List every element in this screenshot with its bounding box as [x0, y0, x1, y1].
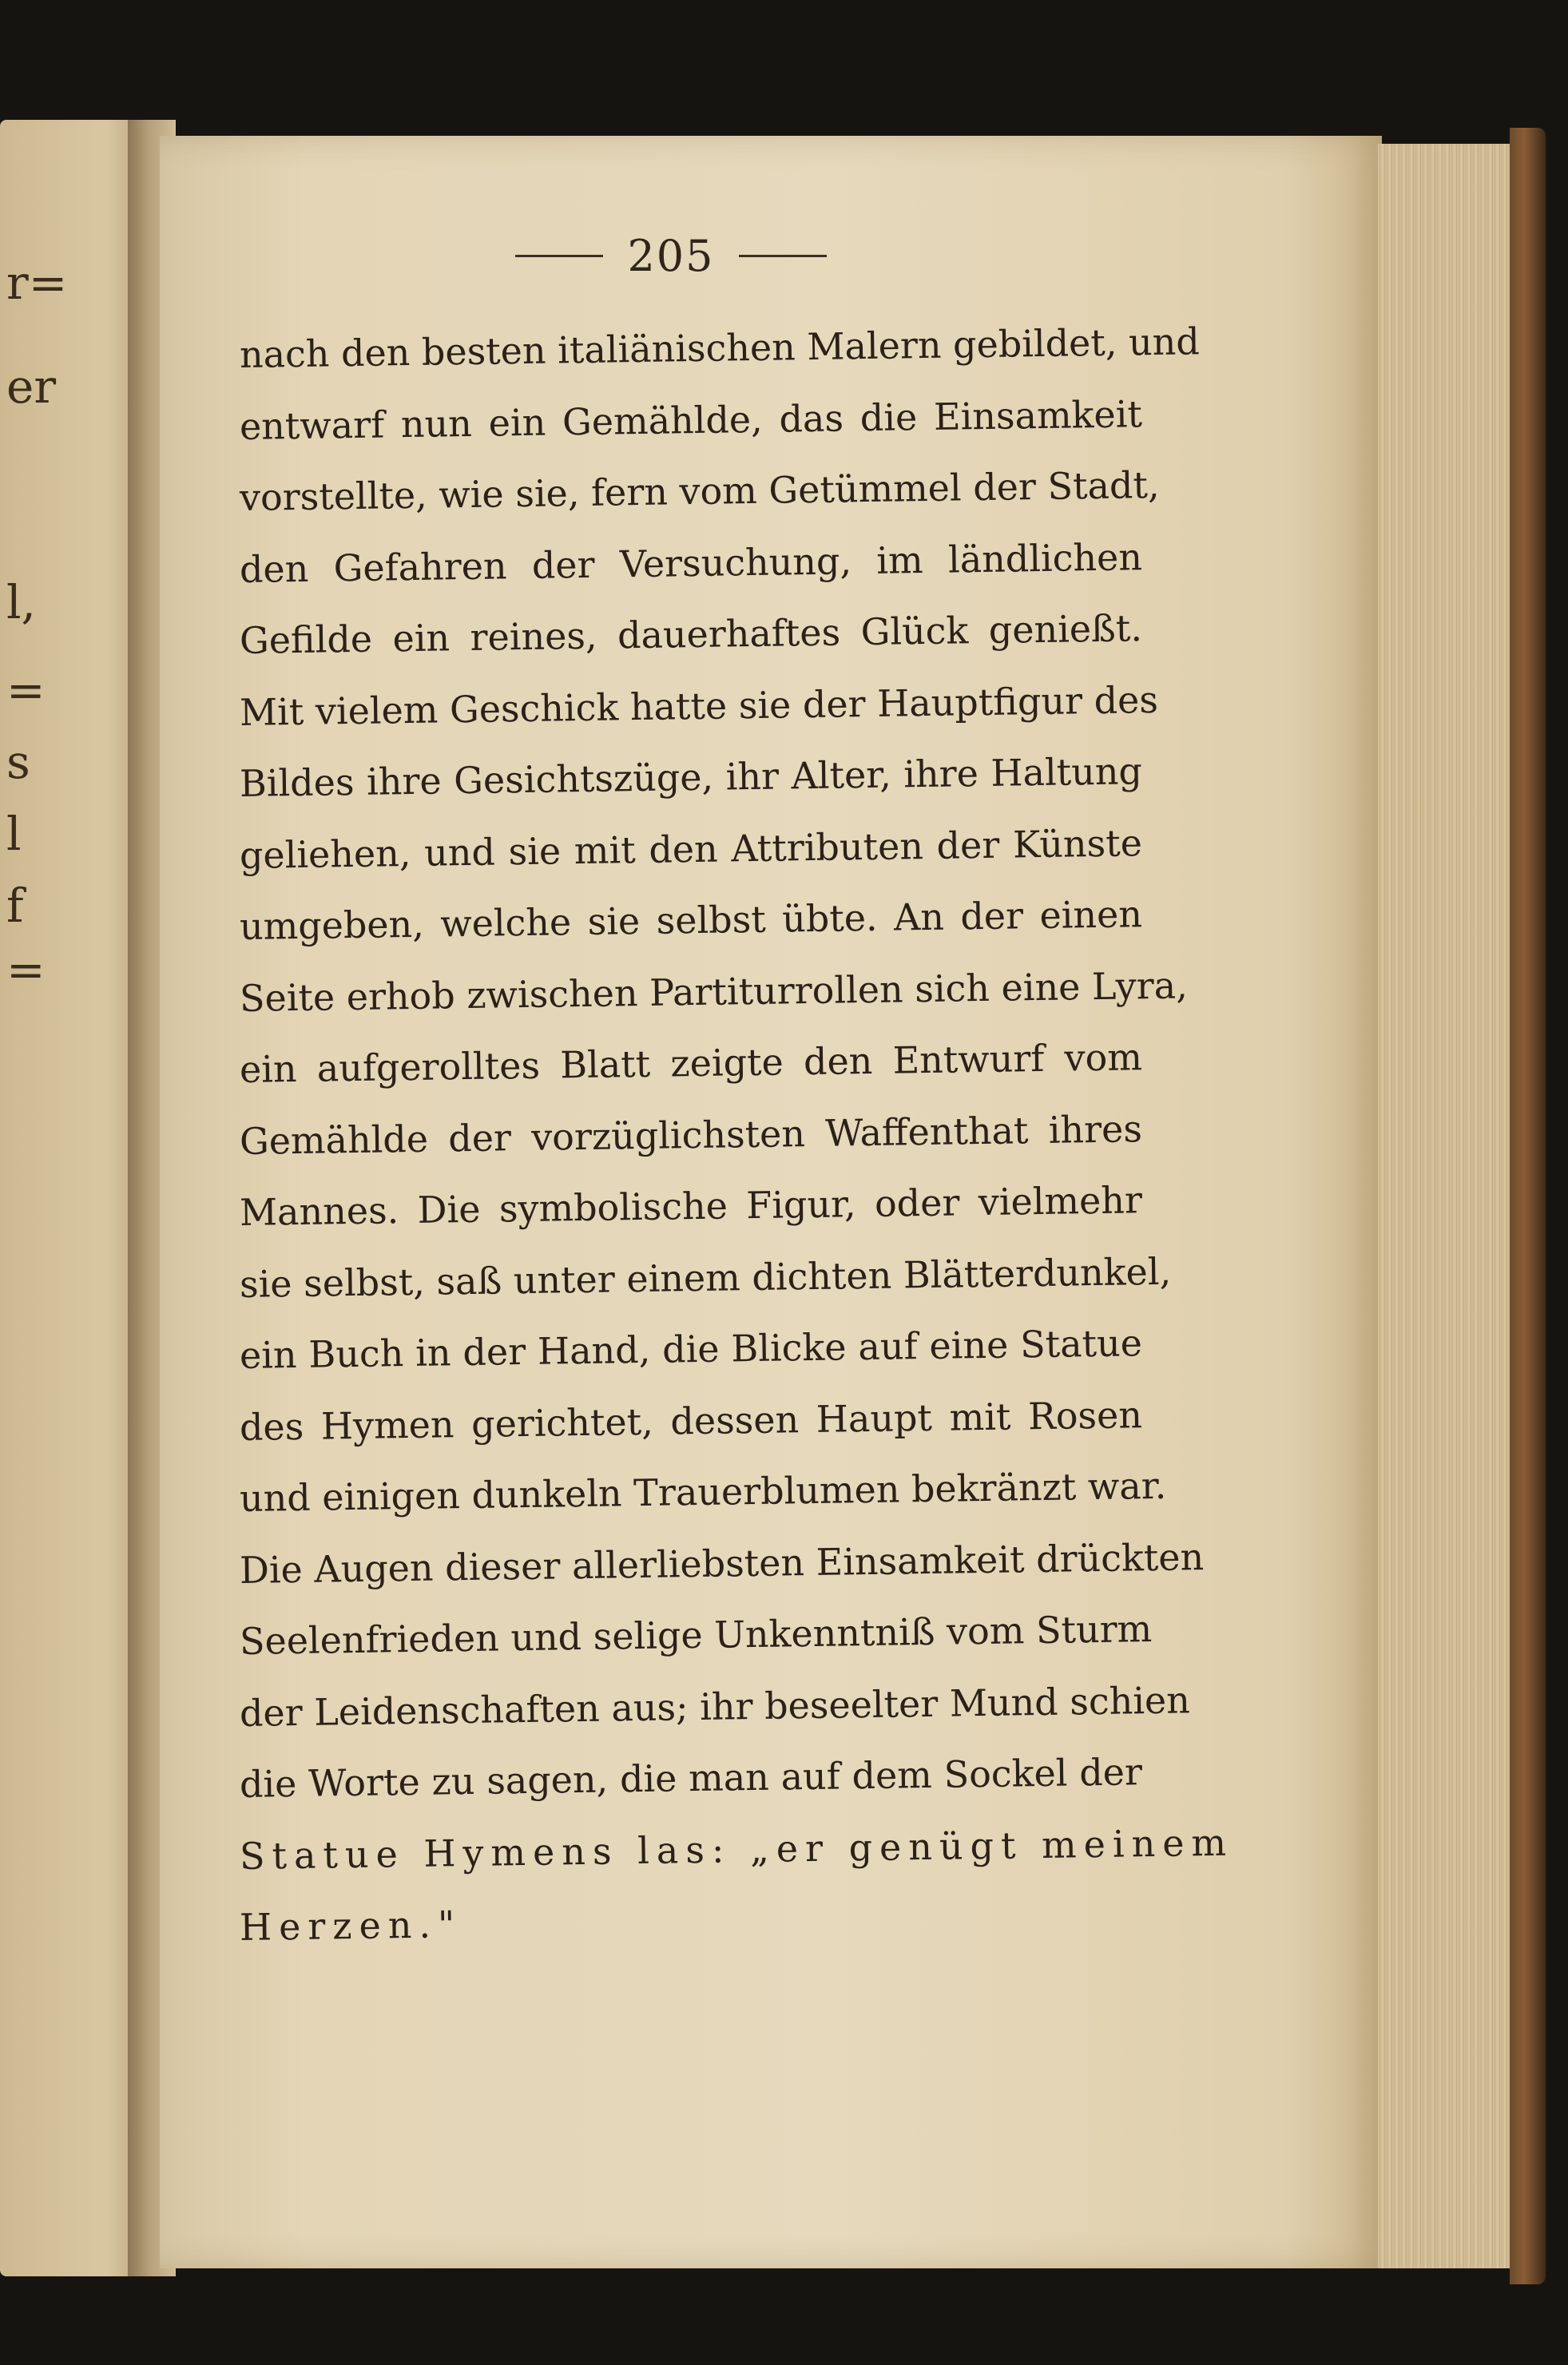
text-line: Seelenfrieden und selige Unkenntniß vom Sturm — [239, 1607, 1153, 1663]
text-line: Mannes. Die symbolische Figur, oder vielmehr — [239, 1178, 1143, 1234]
text-line: umgeben, welche sie selbst übte. An der einen — [239, 892, 1143, 948]
previous-page-fragment: l — [6, 807, 22, 861]
previous-page-fragment: s — [6, 735, 30, 789]
text-line: Bildes ihre Gesichtszüge, ihr Alter, ihre Haltung — [239, 749, 1143, 805]
text-line: sie selbst, saß unter einem dichten Blätterdunkel, — [239, 1249, 1172, 1306]
text-line: ein Buch in der Hand, die Blicke auf eine Statue — [239, 1321, 1143, 1377]
text-line: die Worte zu sagen, die man auf dem Sockel der — [239, 1750, 1143, 1806]
previous-page-fragment: r= — [6, 256, 68, 310]
text-line: Herzen." — [239, 1903, 462, 1949]
text-line: Gemählde der vorzüglichsten Waffenthat ihres — [239, 1106, 1143, 1163]
text-line: Statue Hymens las: „er genügt meinem — [239, 1820, 1234, 1878]
text-line: des Hymen gerichtet, dessen Haupt mit Rosen — [239, 1392, 1143, 1449]
text-line: Mit vielem Geschick hatte sie der Hauptfigur des — [239, 677, 1159, 734]
previous-page-fragment: = — [6, 663, 46, 717]
text-line: und einigen dunkeln Trauerblumen bekränzt war. — [239, 1463, 1167, 1520]
page-number: 205 — [627, 230, 715, 281]
text-line: nach den besten italiänischen Malern gebildet, und — [239, 319, 1201, 376]
header-rule-left — [515, 255, 603, 257]
text-line: entwarf nun ein Gemählde, das die Einsamkeit — [239, 391, 1143, 448]
text-line: Die Augen dieser allerliebsten Einsamkeit drückten — [239, 1534, 1205, 1592]
body-text — [239, 319, 1234, 1964]
text-line: Seite erhob zwischen Partiturrollen sich eine Lyra, — [239, 962, 1189, 1020]
text-line: vorstellte, wie sie, fern vom Getümmel der Stadt, — [239, 462, 1160, 519]
text-line: den Gefahren der Versuchung, im ländlichen — [239, 534, 1143, 591]
previous-page-fragment: er — [6, 359, 57, 414]
previous-page-fragment: f — [6, 879, 24, 933]
page-fore-edge — [1378, 144, 1517, 2268]
header-rule-right — [739, 255, 827, 257]
previous-page-fragment: l, — [6, 575, 36, 629]
text-line: geliehen, und sie mit den Attributen der Künste — [239, 820, 1143, 877]
book-cover-edge — [1510, 128, 1546, 2284]
previous-page-fragment: = — [6, 942, 46, 997]
text-line: Gefilde ein reines, dauerhaftes Glück genießt. — [239, 606, 1143, 662]
text-line: der Leidenschaften aus; ihr beseelter Mund schien — [239, 1677, 1191, 1735]
text-line: ein aufgerolltes Blatt zeigte den Entwurf vom — [239, 1035, 1143, 1091]
page-header — [495, 224, 847, 288]
